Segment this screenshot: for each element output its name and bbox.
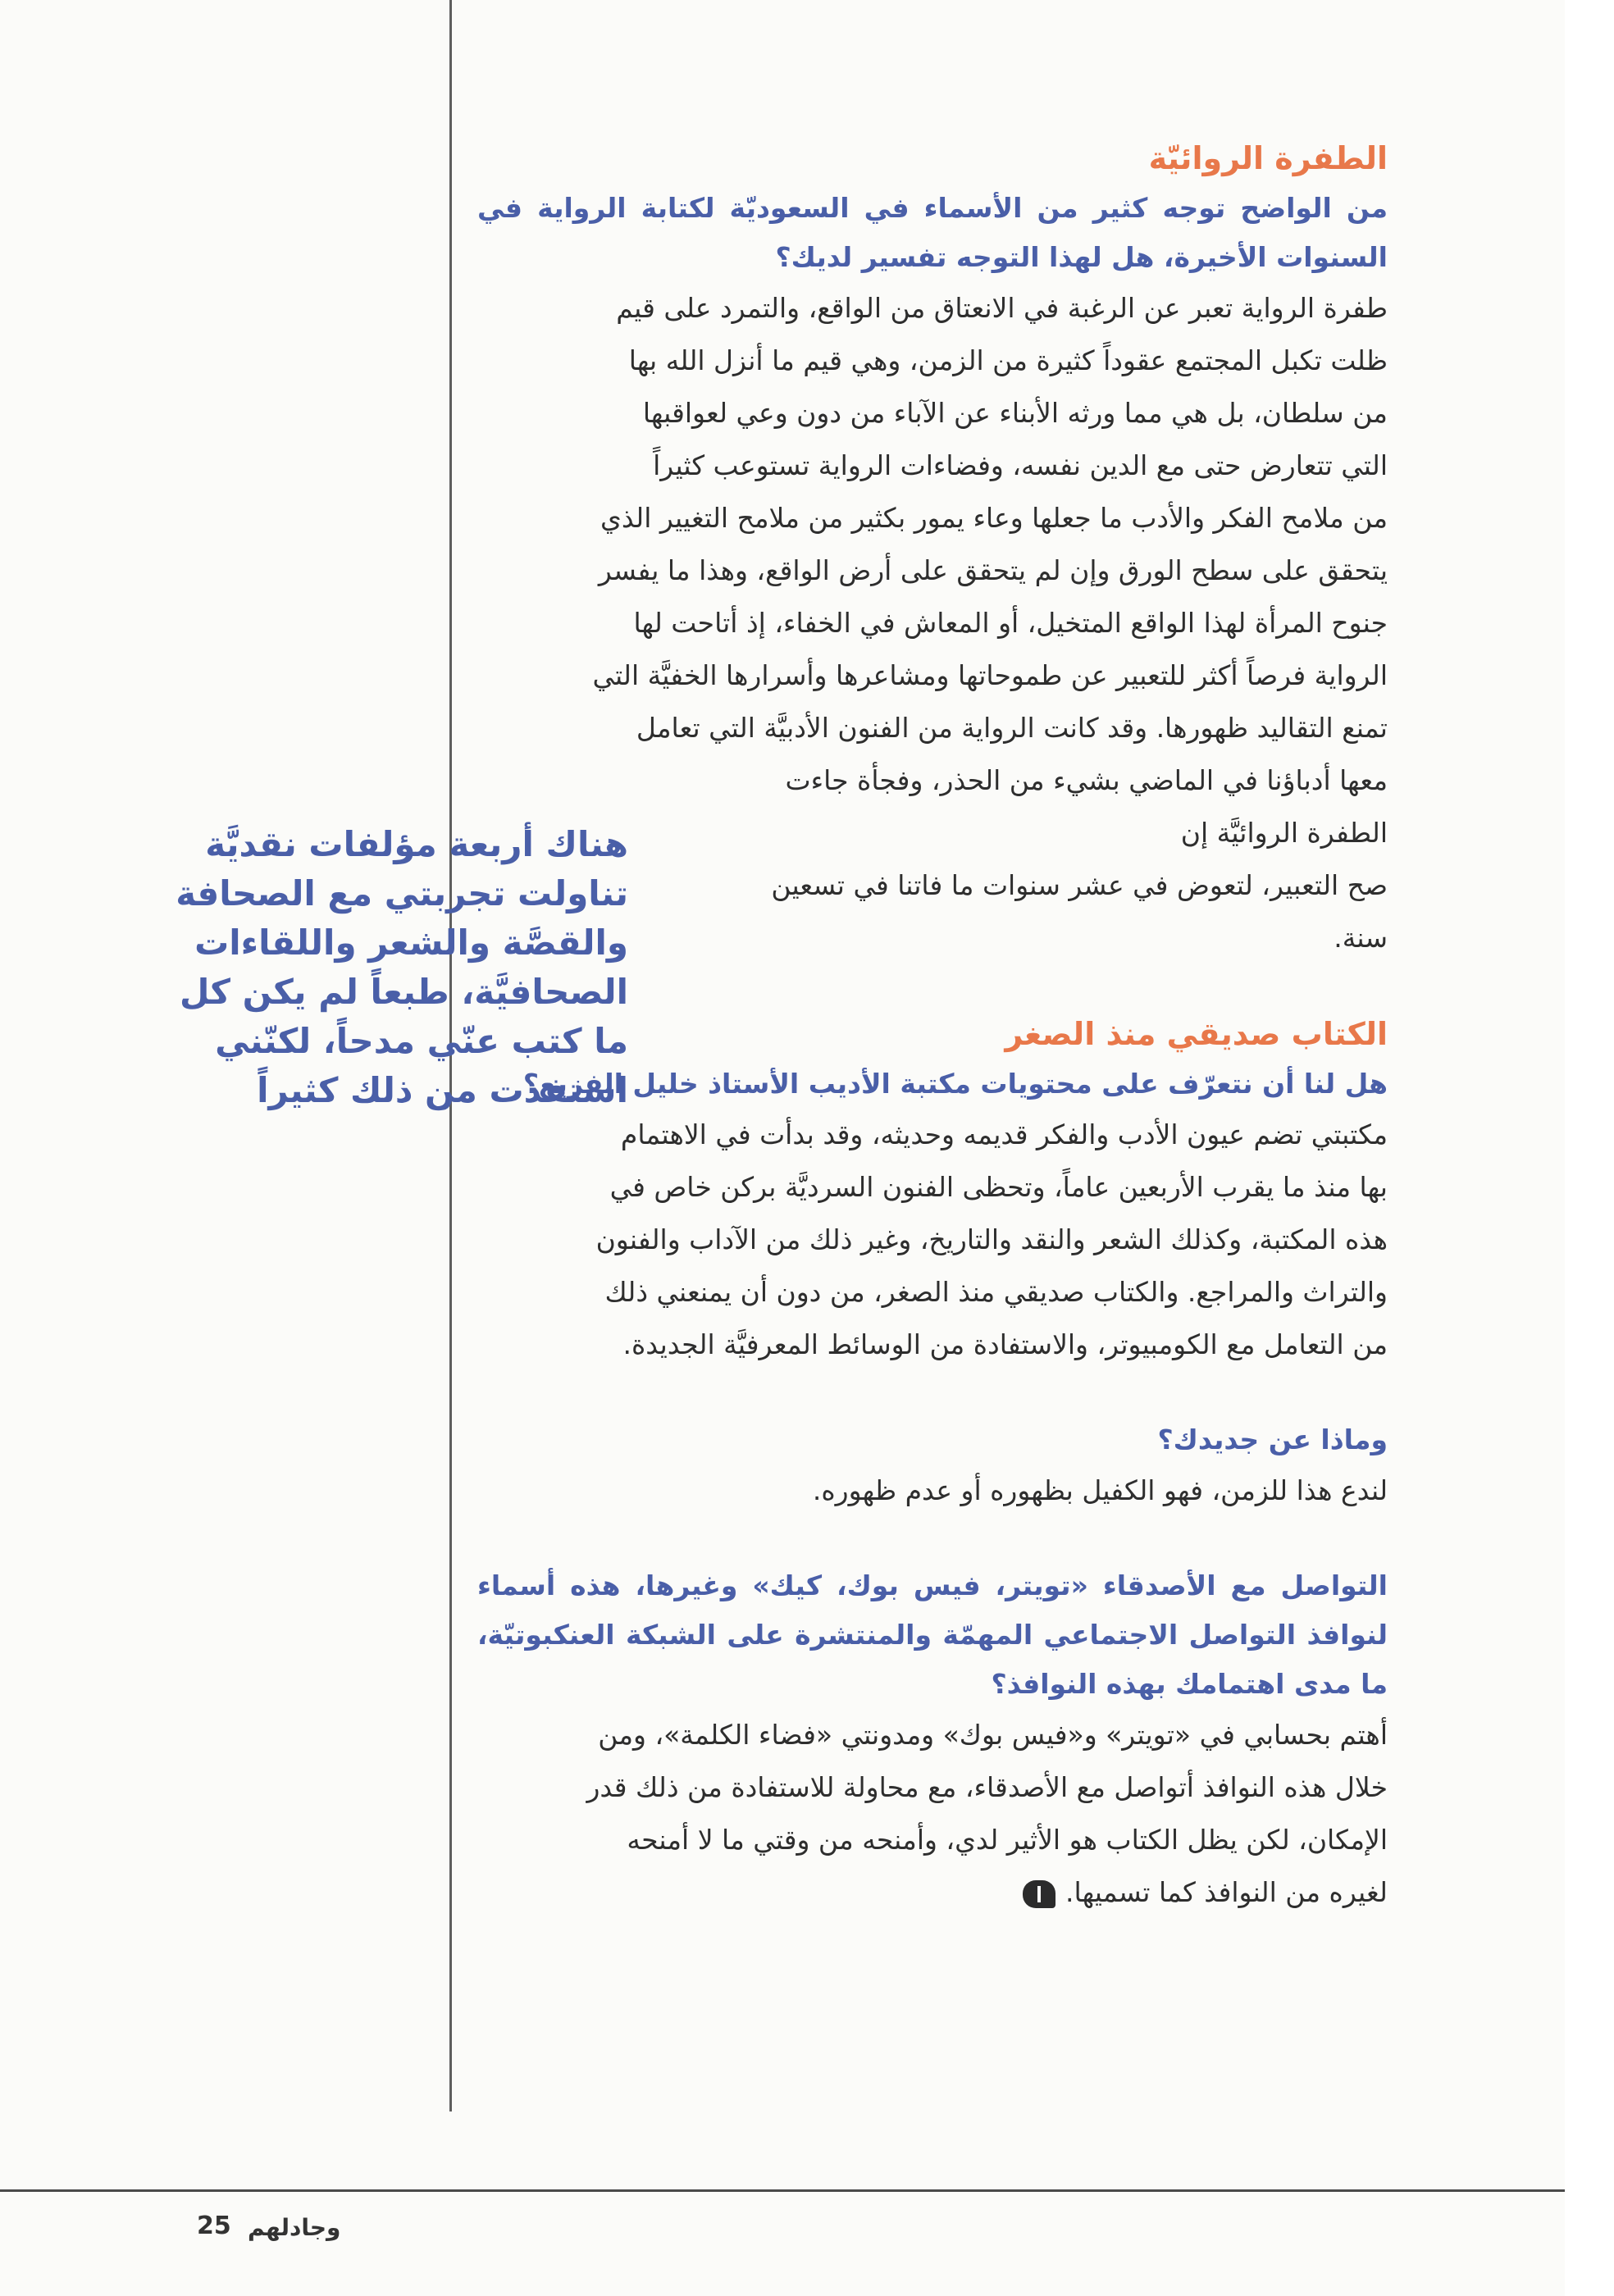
text-line: طفرة الرواية تعبر عن الرغبة في الانعتاق من الواقع، والتمرد على قيم (616, 292, 1388, 324)
end-of-article-icon (1023, 1880, 1055, 1908)
footer-rule (0, 2189, 1565, 2192)
text-line: لندع هذا للزمن، فهو الكفيل بظهوره أو عدم ظهوره. (812, 1474, 1388, 1506)
page-edge (1565, 0, 1614, 2296)
answer-social-media (477, 1709, 1388, 1919)
text-line: لغيره من النوافذ كما تسميها. (1065, 1876, 1388, 1908)
text-line: جنوح المرأة لهذا الواقع المتخيل، أو المعاش في الخفاء، إذ أتاحت لها (633, 607, 1388, 639)
section-title-book-friend: الكتاب صديقي منذ الصغر (1005, 1016, 1388, 1052)
text-line-last (477, 1866, 1388, 1919)
text-line: أهتم بحسابي في «تويتر» و«فيس بوك» ومدونتي «فضاء الكلمة»، ومن (598, 1719, 1388, 1751)
text-line: معها أدباؤنا في الماضي بشيء من الحذر، وفجأة جاءت (785, 764, 1388, 796)
question-social-media: التواصل مع الأصدقاء «تويتر، فيس بوك، كيك» وغيرها، هذه أسماء لنوافذ التواصل الاجتماعي المهمّة والمنتشرة على الشبكة العنكبوتيّة، ما مدى اهتمامك بهذه النوافذ؟ (477, 1569, 1388, 1700)
article-body (477, 133, 1388, 1919)
answer-library (477, 1109, 1388, 1371)
answer-whats-new (477, 1465, 1388, 1517)
magazine-name: وجادلهم (248, 2214, 341, 2241)
section-title-novel-boom: الطفرة الروائيّة (1148, 140, 1388, 176)
text-line: هذه المكتبة، وكذلك الشعر والنقد والتاريخ، وغير ذلك من الآداب والفنون (595, 1223, 1388, 1255)
pull-quote-line: استفدت من ذلك كثيراً (257, 1070, 628, 1110)
text-line: ظلت تكبل المجتمع عقوداً كثيرة من الزمن، وهي قيم ما أنزل الله بها (628, 344, 1388, 376)
answer-novel-boom (477, 282, 1388, 964)
text-line: من التعامل مع الكومبيوتر، والاستفادة من الوسائط المعرفيَّة الجديدة. (622, 1328, 1388, 1360)
text-line: مكتبتي تضم عيون الأدب والفكر قديمه وحديثه، وقد بدأت في الاهتمام (620, 1118, 1388, 1150)
pull-quote-line: والقصَّة والشعر واللقاءات (194, 922, 628, 963)
question-whats-new: وماذا عن جديدك؟ (1157, 1424, 1388, 1456)
text-line: من سلطان، بل هي مما ورثه الأبناء عن الآباء من دون وعي لعواقبها (642, 397, 1388, 429)
pull-quote-line: ما كتب عنّي مدحاً، لكنّني (215, 1021, 628, 1061)
question-novel-boom: من الواضح توجه كثير من الأسماء في السعوديّة لكتابة الرواية في السنوات الأخيرة، هل لهذا التوجه تفسير لديك؟ (477, 192, 1388, 273)
text-line: سنة. (1334, 922, 1388, 954)
text-line: التي تتعارض حتى مع الدين نفسه، وفضاءات الرواية تستوعب كثيراً (653, 449, 1388, 481)
question-library: هل لنا أن نتعرّف على محتويات مكتبة الأديب الأستاذ خليل الفزيع؟ (522, 1068, 1388, 1100)
text-line: صح التعبير، لتعوض في عشر سنوات ما فاتنا في تسعين (771, 869, 1388, 901)
text-line: والتراث والمراجع. والكتاب صديقي منذ الصغر، من دون أن يمنعني ذلك (604, 1276, 1388, 1308)
text-line: من ملامح الفكر والأدب ما جعلها وعاء يمور بكثير من ملامح التغيير الذي (600, 502, 1388, 534)
pull-quote-line: الصحافيَّة، طبعاً لم يكن كل (180, 972, 628, 1012)
text-line: الإمكان، لكن يظل الكتاب هو الأثير لدي، وأمنحه من وقتي ما لا أمنحه (627, 1824, 1388, 1856)
pull-quote-line: تناولت تجربتي مع الصحافة (176, 873, 628, 913)
page-number: 25 (197, 2212, 231, 2240)
text-line: يتحقق على سطح الورق وإن لم يتحقق على أرض الواقع، وهذا ما يفسر (598, 554, 1388, 586)
text-line: الرواية فرصاً أكثر للتعبير عن طموحاتها ومشاعرها وأسرارها الخفيَّة التي (592, 659, 1388, 691)
text-line: تمنع التقاليد ظهورها. وقد كانت الرواية من الفنون الأدبيَّة التي تعامل (636, 712, 1388, 744)
text-line: خلال هذه النوافذ أتواصل مع الأصدقاء، مع محاولة للاستفادة من ذلك قدر (586, 1771, 1388, 1803)
text-line: الطفرة الروائيَّة إن (1180, 817, 1388, 849)
pull-quote-line: هناك أربعة مؤلفات نقديَّة (205, 824, 628, 864)
text-line: بها منذ ما يقرب الأربعين عاماً، وتحظى الفنون السرديَّة بركن خاص في (609, 1171, 1388, 1203)
